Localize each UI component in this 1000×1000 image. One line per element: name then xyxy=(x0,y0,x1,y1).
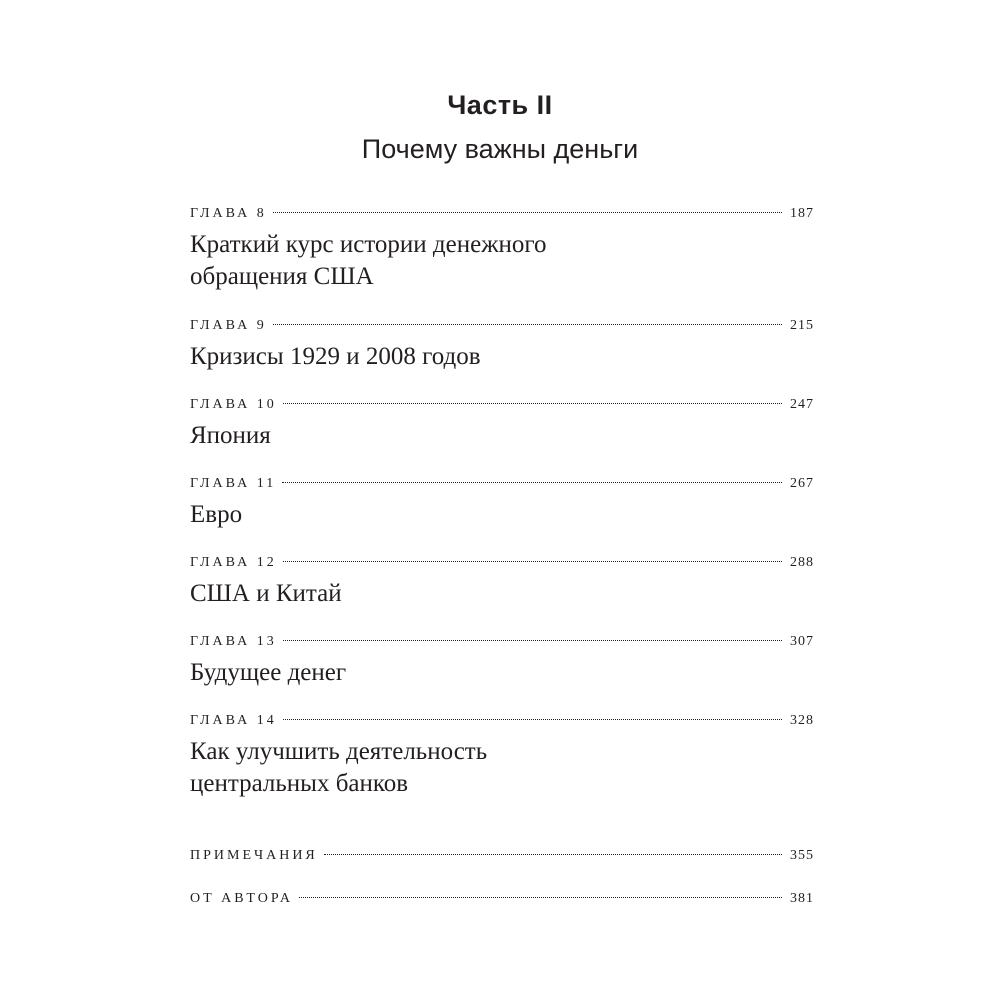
dot-leader xyxy=(273,324,782,325)
toc-leader-line xyxy=(190,203,814,225)
part-heading xyxy=(0,86,1000,168)
dot-leader xyxy=(283,640,782,641)
toc-entry-chapter-8[interactable] xyxy=(190,203,814,293)
back-matter xyxy=(190,845,814,910)
back-matter-label: ПРИМЕЧАНИЯ xyxy=(190,848,318,863)
toc-leader-line xyxy=(190,631,814,653)
page-number: 307 xyxy=(790,634,814,649)
dot-leader xyxy=(324,854,782,855)
toc-leader-line xyxy=(190,710,814,732)
chapter-label: ГЛАВА 12 xyxy=(190,555,277,570)
table-of-contents xyxy=(190,203,814,800)
toc-entry-chapter-12[interactable] xyxy=(190,552,814,610)
chapter-title: Япония xyxy=(190,422,271,449)
page-number: 187 xyxy=(790,206,814,221)
dot-leader xyxy=(282,482,782,483)
chapter-title: Кризисы 1929 и 2008 годов xyxy=(190,343,481,370)
toc-entry-chapter-11[interactable] xyxy=(190,473,814,531)
toc-entry-chapter-14[interactable] xyxy=(190,710,814,800)
page-number: 355 xyxy=(790,848,814,863)
page-number: 288 xyxy=(790,555,814,570)
toc-leader-line xyxy=(190,394,814,416)
chapter-label: ГЛАВА 9 xyxy=(190,318,267,333)
toc-leader-line xyxy=(190,315,814,337)
chapter-title: Евро xyxy=(190,501,243,528)
dot-leader xyxy=(273,212,782,213)
dot-leader xyxy=(283,719,782,720)
toc-entry-chapter-10[interactable] xyxy=(190,394,814,452)
chapter-label: ГЛАВА 14 xyxy=(190,713,277,728)
page-number: 247 xyxy=(790,397,814,412)
dot-leader xyxy=(283,561,782,562)
dot-leader xyxy=(283,403,782,404)
chapter-title: Краткий курс истории денежного обращения США xyxy=(190,231,547,290)
part-title: Почему важны деньги xyxy=(361,134,639,164)
toc-entry-chapter-13[interactable] xyxy=(190,631,814,689)
page-number: 381 xyxy=(790,891,814,906)
toc-entry-notes[interactable] xyxy=(190,845,814,867)
toc-leader-line xyxy=(190,552,814,574)
page-number: 267 xyxy=(790,476,814,491)
page-number: 215 xyxy=(790,318,814,333)
chapter-label: ГЛАВА 8 xyxy=(190,206,267,221)
toc-leader-line xyxy=(190,473,814,495)
back-matter-label: ОТ АВТОРА xyxy=(190,891,294,906)
chapter-title: Как улучшить деятельность центральных банков xyxy=(190,738,488,797)
toc-entry-from-author[interactable] xyxy=(190,888,814,910)
toc-entry-chapter-9[interactable] xyxy=(190,315,814,373)
chapter-title: Будущее денег xyxy=(190,659,347,686)
part-label: Часть II xyxy=(447,90,553,120)
chapter-label: ГЛАВА 10 xyxy=(190,397,277,412)
chapter-label: ГЛАВА 13 xyxy=(190,634,277,649)
page-number: 328 xyxy=(790,713,814,728)
chapter-title: США и Китай xyxy=(190,580,342,607)
chapter-label: ГЛАВА 11 xyxy=(190,476,277,491)
dot-leader xyxy=(299,897,782,898)
